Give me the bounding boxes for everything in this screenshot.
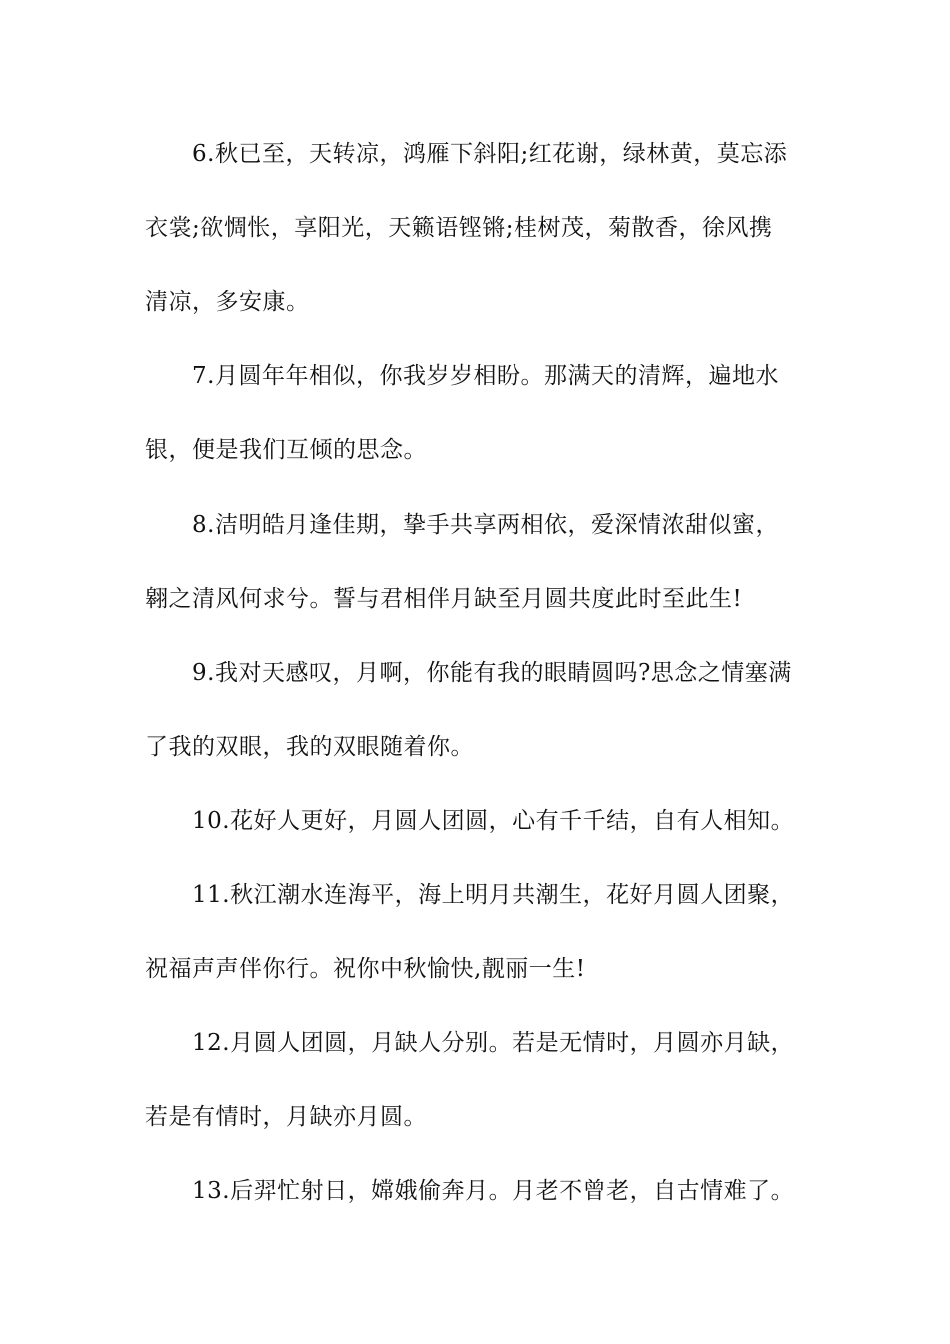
text-line-item-6: 6.秋已至，天转凉，鸿雁下斜阳;红花谢，绿林黄，莫忘添 <box>192 141 788 167</box>
text-line-item-11: 11.秋江潮水连海平，海上明月共潮生，花好月圆人团聚， <box>192 882 795 908</box>
text-line-item-7: 7.月圆年年相似，你我岁岁相盼。那满天的清辉，遍地水 <box>192 363 779 389</box>
text-line-item-7-end: 银，便是我们互倾的思念。 <box>145 437 427 463</box>
text-line-item-9: 9.我对天感叹，月啊，你能有我的眼睛圆吗?思念之情塞满 <box>192 660 792 686</box>
text-line-item-6-end: 清凉，多安康。 <box>145 289 310 315</box>
text-line-item-8: 8.洁明皓月逢佳期，挚手共享两相依，爱深情浓甜似蜜， <box>192 512 779 538</box>
text-line-item-12: 12.月圆人团圆，月缺人分别。若是无情时，月圆亦月缺， <box>192 1030 795 1056</box>
text-line-item-11-end: 祝福声声伴你行。祝你中秋愉快,靓丽一生! <box>145 956 586 982</box>
text-line-item-9-end: 了我的双眼，我的双眼随着你。 <box>145 734 474 760</box>
text-line-item-8-end: 翱之清风何求兮。誓与君相伴月缺至月圆共度此时至此生! <box>145 586 743 612</box>
text-line-item-13: 13.后羿忙射日，嫦娥偷奔月。月老不曾老，自古情难了。 <box>192 1178 795 1204</box>
text-line-item-10: 10.花好人更好，月圆人团圆，心有千千结，自有人相知。 <box>192 808 795 834</box>
text-line-item-6-cont: 衣裳;欲惆怅，享阳光，天籁语铿锵;桂树茂，菊散香，徐风携 <box>145 215 773 241</box>
text-line-item-12-end: 若是有情时，月缺亦月圆。 <box>145 1104 427 1130</box>
document-body <box>145 132 813 1213</box>
